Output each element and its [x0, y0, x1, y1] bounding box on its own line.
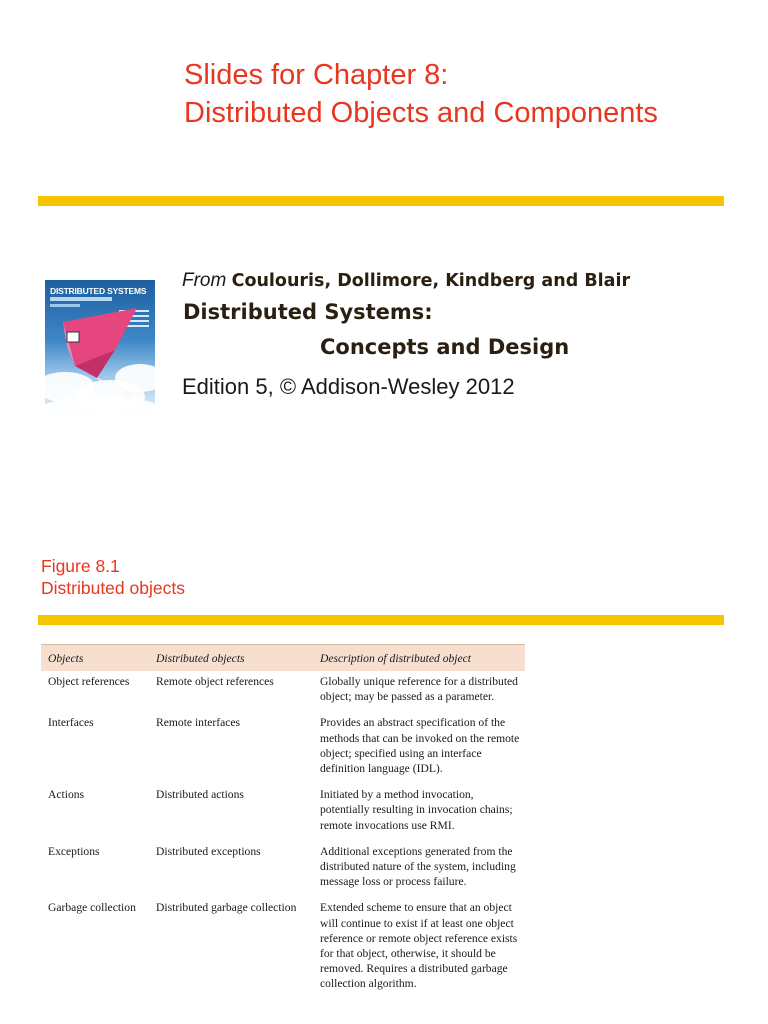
figure-caption: Distributed objects — [41, 578, 185, 598]
slide-title-line2: Distributed Objects and Components — [184, 97, 658, 129]
header-description: Description of distributed object — [313, 645, 525, 672]
table-row — [41, 780, 525, 837]
table-cell: Interfaces — [48, 716, 94, 730]
table-row — [41, 708, 525, 780]
slide-title — [184, 56, 658, 132]
table-cell: Additional exceptions generated from the distributed nature of the system, including message loss or process failure. — [320, 844, 516, 889]
table-cell: Globally unique reference for a distributed object; may be passed as a parameter. — [320, 675, 518, 704]
table-cell: Distributed actions — [156, 788, 244, 802]
book-authors-line — [182, 270, 630, 292]
table-cell: Actions — [48, 788, 85, 802]
book-authors: Coulouris, Dollimore, Kindberg and Blair — [231, 271, 631, 291]
table-cell: Distributed garbage collection — [156, 901, 297, 915]
table-cell: Initiated by a method invocation, potentially resulting in invocation chains; remote invocations use RMI. — [320, 788, 513, 832]
top-divider — [38, 196, 724, 206]
table-row — [41, 671, 525, 708]
table-cell: Remote object references — [156, 675, 274, 688]
table-cell: Object references — [48, 675, 130, 688]
table-cell: Distributed exceptions — [156, 844, 261, 858]
book-title-line1: Distributed Systems: — [183, 300, 433, 324]
figure-number: Figure 8.1 — [41, 556, 120, 576]
book-title-line2: Concepts and Design — [320, 335, 570, 359]
header-distributed-objects: Distributed objects — [149, 645, 313, 672]
table-cell: Remote interfaces — [156, 716, 241, 730]
table-row — [41, 837, 525, 894]
distributed-objects-table — [41, 644, 525, 996]
table-cell: Exceptions — [48, 844, 100, 858]
from-word: From — [182, 270, 227, 291]
slide-title-line1: Slides for Chapter 8: — [184, 59, 449, 91]
table-cell: Extended scheme to ensure that an object will continue to exist if at least one object reference or remote object reference exists for that object, otherwise, it should be removed. Requires a distributed garbage collection algorithm. — [320, 901, 518, 991]
book-cover-title: DISTRIBUTED SYSTEMS — [50, 286, 147, 296]
table-cell: Garbage collection — [48, 901, 136, 915]
table-header-row — [41, 645, 525, 672]
table-cell: Provides an abstract specification of the methods that can be invoked on the remote object; specified using an interface definition language (IDL). — [320, 716, 520, 776]
figure-label — [41, 555, 185, 599]
book-edition: Edition 5, © Addison-Wesley 2012 — [182, 374, 515, 399]
figure-divider — [38, 615, 724, 625]
book-cover-image — [45, 280, 155, 416]
table-row — [41, 893, 525, 995]
header-objects: Objects — [41, 645, 149, 672]
